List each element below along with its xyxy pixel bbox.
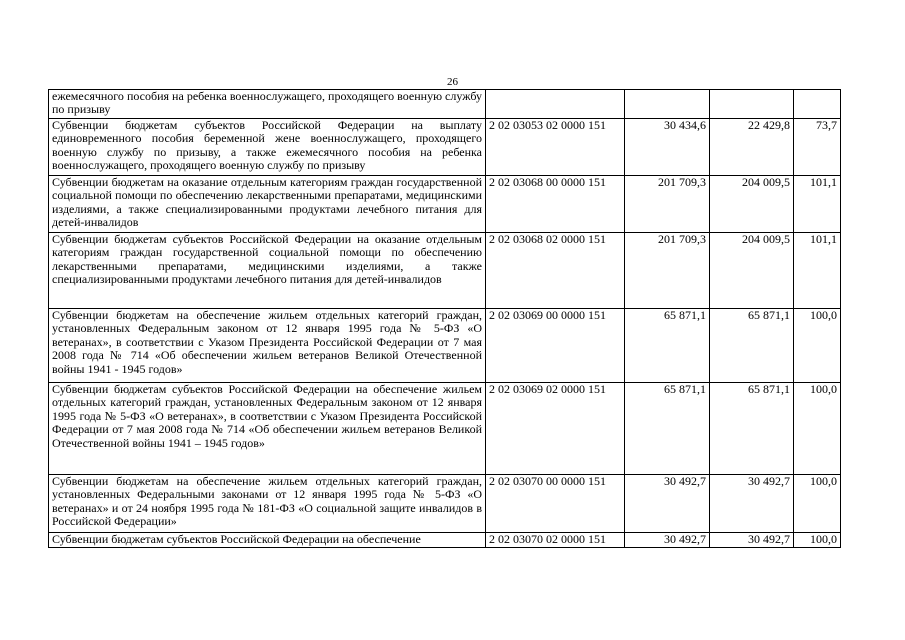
table-row [49,383,841,475]
budget-classification-code [486,90,625,119]
revenue-description: Субвенции бюджетам субъектов Российской Федерации на выплату единовременного пособия беременной жене военнослужащего, проходящего военную службу по призыву, а также ежемесячного пособия на ребенка военнослужащего, проходящего военную службу по призыву [49,119,486,176]
execution-percent: 100,0 [794,475,841,533]
table-row [49,309,841,383]
execution-percent: 73,7 [794,119,841,176]
page-number: 26 [447,76,458,88]
plan-amount: 201 709,3 [625,233,710,309]
table-row [49,119,841,176]
fact-amount: 30 492,7 [710,533,794,548]
fact-amount: 204 009,5 [710,233,794,309]
plan-amount: 30 492,7 [625,475,710,533]
revenue-description: Субвенции бюджетам субъектов Российской Федерации на обеспечение жильем отдельных категорий граждан, установленных Федеральным законом от 12 января 1995 года № 5-ФЗ «О ветеранах», в соответствии с Указом Президента Российской Федерации от 7 мая 2008 года № 714 «Об обеспечении жильем ветеранов Великой Отечественной войны 1941 – 1945 годов» [49,383,486,475]
plan-amount: 201 709,3 [625,176,710,233]
fact-amount: 65 871,1 [710,383,794,475]
budget-classification-code: 2 02 03068 02 0000 151 [486,233,625,309]
revenue-description: ежемесячного пособия на ребенка военнослужащего, проходящего военную службу по призыву [49,90,486,119]
revenue-description: Субвенции бюджетам субъектов Российской Федерации на обеспечение [49,533,486,548]
revenue-description: Субвенции бюджетам на обеспечение жильем отдельных категорий граждан, установленных Федеральным законом от 12 января 1995 года № 5-ФЗ «О ветеранах», в соответствии с Указом Президента Российской Федерации от 7 мая 2008 года № 714 «Об обеспечении жильем ветеранов Великой Отечественной войны 1941 - 1945 годов» [49,309,486,383]
fact-amount: 22 429,8 [710,119,794,176]
fact-amount: 204 009,5 [710,176,794,233]
budget-classification-code: 2 02 03068 00 0000 151 [486,176,625,233]
revenue-description: Субвенции бюджетам на оказание отдельным категориям граждан государственной социальной помощи по обеспечению лекарственными препаратами, медицинскими изделиями, а также специализированными продуктами лечебного питания для детей-инвалидов [49,176,486,233]
execution-percent: 101,1 [794,233,841,309]
fact-amount: 65 871,1 [710,309,794,383]
execution-percent: 100,0 [794,309,841,383]
table-row [49,533,841,548]
plan-amount: 30 492,7 [625,533,710,548]
plan-amount [625,90,710,119]
execution-percent: 100,0 [794,533,841,548]
table-row [49,176,841,233]
revenue-description: Субвенции бюджетам на обеспечение жильем отдельных категорий граждан, установленных Федеральными законами от 12 января 1995 года № 5-ФЗ «О ветеранах» и от 24 ноября 1995 года № 181-ФЗ «О социальной защите инвалидов в Российской Федерации» [49,475,486,533]
budget-classification-code: 2 02 03053 02 0000 151 [486,119,625,176]
execution-percent: 100,0 [794,383,841,475]
budget-revenue-table [48,89,841,548]
plan-amount: 65 871,1 [625,309,710,383]
plan-amount: 30 434,6 [625,119,710,176]
budget-classification-code: 2 02 03070 00 0000 151 [486,475,625,533]
budget-classification-code: 2 02 03069 02 0000 151 [486,383,625,475]
fact-amount [710,90,794,119]
budget-classification-code: 2 02 03070 02 0000 151 [486,533,625,548]
budget-classification-code: 2 02 03069 00 0000 151 [486,309,625,383]
plan-amount: 65 871,1 [625,383,710,475]
table-row [49,233,841,309]
table-row [49,475,841,533]
execution-percent [794,90,841,119]
execution-percent: 101,1 [794,176,841,233]
fact-amount: 30 492,7 [710,475,794,533]
table-row [49,90,841,119]
revenue-description: Субвенции бюджетам субъектов Российской Федерации на оказание отдельным категориям граждан государственной социальной помощи по обеспечению лекарственными препаратами, медицинскими изделиями, а также специализированными продуктами лечебного питания для детей-инвалидов [49,233,486,309]
